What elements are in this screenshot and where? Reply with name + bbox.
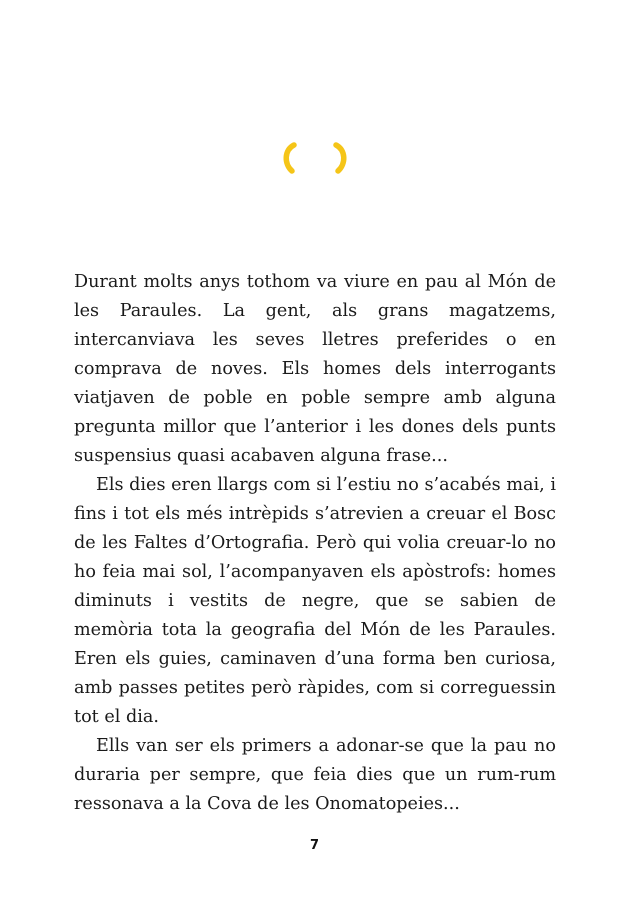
story-text xyxy=(74,268,556,819)
paragraph-1: Durant molts anys tothom va viure en pau al Món de les Paraules. La gent, als grans magatzems, intercanviava les seves lletres preferides o en comprava de noves. Els homes dels interrogants viatjaven de poble en poble sempre amb alguna pregunta millor que l’anterior i les dones dels punts suspensius quasi acabaven alguna frase... xyxy=(74,272,556,466)
paragraph-3: Ells van ser els primers a adonar-se que la pau no duraria per sempre, que feia dies que un rum-rum ressonava a la Cova de les Onomatopeies... xyxy=(74,736,556,814)
page-number: 7 xyxy=(309,838,320,853)
paragraph-2: Els dies eren llargs com si l’estiu no s’acabés mai, i fins i tot els més intrèpids s’atrevien a creuar el Bosc de les Faltes d’Ortografia. Però qui volia creuar-lo no ho feia mai sol, l’acompanyaven els apòstrofs: homes diminuts i vestits de negre, que se sabien de memòria tota la geografia del Món de les Paraules. Eren els guies, caminaven d’una forma ben curiosa, amb passes petites però ràpides, com si correguessin tot el dia. xyxy=(74,475,556,727)
yellow-parentheses-icon xyxy=(280,140,350,176)
